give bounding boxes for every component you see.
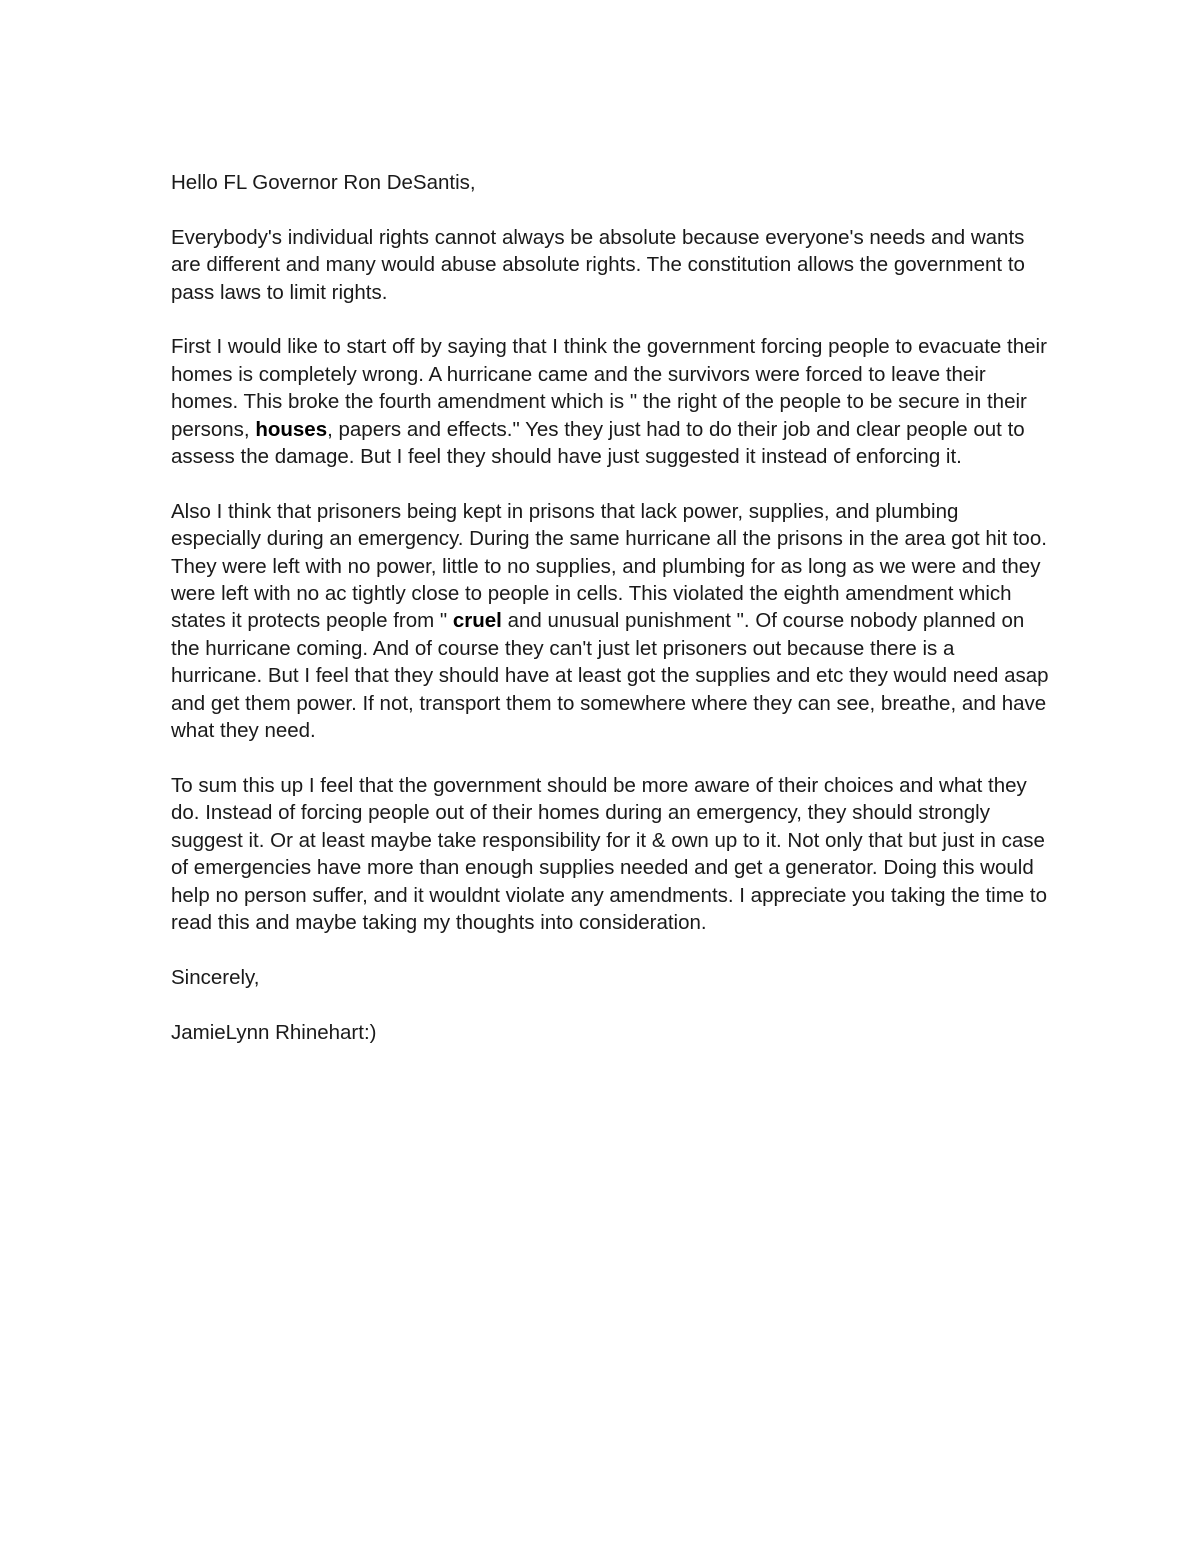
paragraph-text: and unusual punishment ". Of course nobody planned on the hurricane coming. And of course they can't just let prisoners out because there is a hurricane. But I feel that they should have at least got the supplies and etc they would need asap and get them power. If not, transport them to somewhere where they can see, breathe, and have what they need.	[171, 609, 1049, 743]
paragraph-text: First I would like to start off by saying that I think the government forcing people to evacuate their homes is completely wrong. A hurricane came and the survivors were forced to leave their homes. This broke the fourth amendment which is " the right of the people to be secure in their persons,	[171, 335, 1047, 441]
letter-body	[171, 169, 1051, 1073]
conclusion-paragraph: To sum this up I feel that the government should be more aware of their choices and what they do. Instead of forcing people out of their homes during an emergency, they should strongly suggest it. Or at least maybe take responsibility for it & own up to it. Not only that but just in case of emergencies have more than enough supplies needed and get a generator. Doing this would help no person suffer, and it wouldnt violate any amendments. I appreciate you taking the time to read this and maybe taking my thoughts into consideration.	[171, 773, 1047, 934]
paragraph-fourth-amendment	[171, 333, 1051, 470]
intro-paragraph: Everybody's individual rights cannot always be absolute because everyone's needs and wants are different and many would abuse absolute rights. The constitution allows the government to pass laws to limit rights.	[171, 225, 1025, 304]
signature: JamieLynn Rhinehart:)	[171, 1020, 377, 1044]
closing: Sincerely,	[171, 965, 260, 989]
paragraph-eighth-amendment	[171, 498, 1051, 745]
emphasis-houses: houses	[255, 417, 328, 441]
greeting: Hello FL Governor Ron DeSantis,	[171, 171, 476, 194]
paragraph-text: , papers and effects." Yes they just had to do their job and clear people out to assess the damage. But I feel they should have just suggested it instead of enforcing it.	[171, 417, 1025, 469]
paragraph-text: Also I think that prisoners being kept in prisons that lack power, supplies, and plumbing especially during an emergency. During the same hurricane all the prisons in the area got hit too. They were left with no power, little to no supplies, and plumbing for as long as we were and they were left with no ac tightly close to people in cells. This violated the eighth amendment which states it protects people from "	[171, 499, 1047, 633]
emphasis-cruel: cruel	[452, 609, 502, 633]
